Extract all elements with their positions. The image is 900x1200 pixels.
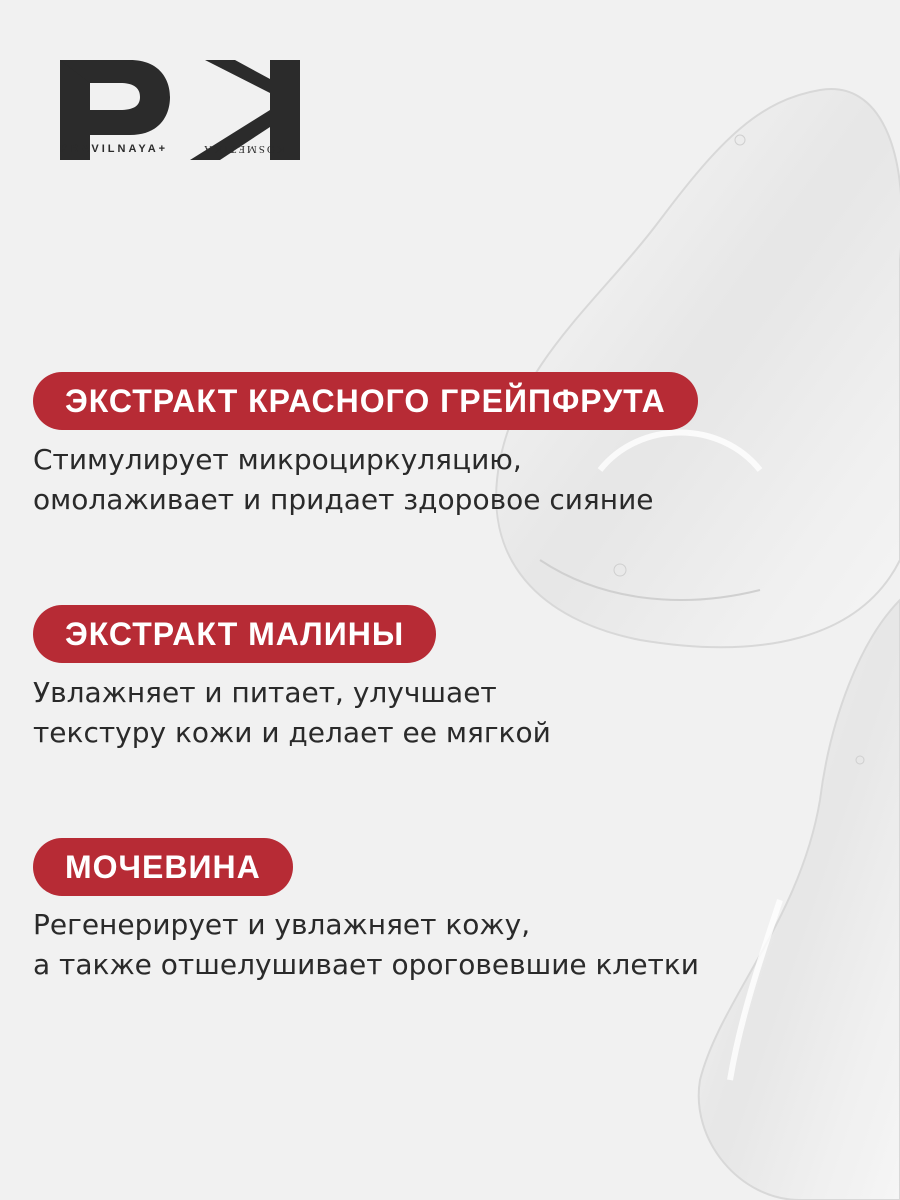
description-line: текстуру кожи и делает ее мягкой [33, 716, 551, 749]
description-line: омолаживает и придает здоровое сияние [33, 483, 654, 516]
brand-logo [60, 55, 310, 165]
description-line: Увлажняет и питает, улучшает [33, 676, 497, 709]
brand-name-right: KOSMETIKA [202, 143, 285, 155]
description-line: Стимулирует микроциркуляцию, [33, 443, 522, 476]
ingredient-description-urea [33, 905, 699, 985]
ingredient-title-raspberry: ЭКСТРАКТ МАЛИНЫ [33, 605, 436, 663]
description-line: а также отшелушивает ороговевшие клетки [33, 948, 699, 981]
description-line: Регенерирует и увлажняет кожу, [33, 908, 531, 941]
brand-name-left: PRAVILNAYA+ [60, 143, 169, 155]
ingredient-description-grapefruit [33, 440, 654, 520]
ingredient-description-raspberry [33, 673, 551, 753]
ingredient-title-urea: МОЧЕВИНА [33, 838, 293, 896]
ingredient-title-grapefruit: ЭКСТРАКТ КРАСНОГО ГРЕЙПФРУТА [33, 372, 698, 430]
